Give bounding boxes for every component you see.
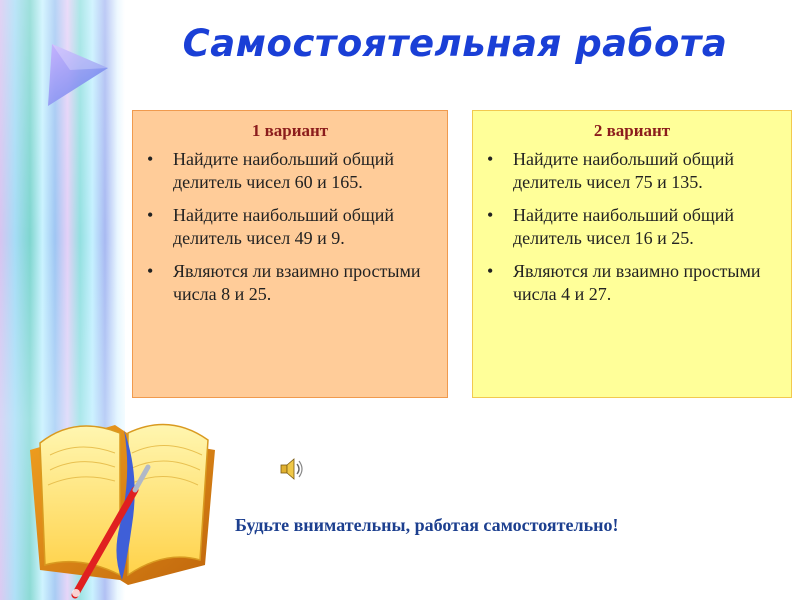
variant-2-heading: 2 вариант [593,121,671,140]
variant-1-heading: 1 вариант [251,121,329,140]
variant-1-task-list [147,148,433,306]
variant-2-task-list [487,148,777,306]
task-item: • Найдите наибольший общий делитель чисел 49 и 9. [147,204,433,250]
variant-2-card [472,110,792,398]
book-icon [20,395,225,600]
page-title: Самостоятельная работа [182,22,728,65]
footer-note: Будьте внимательны, работая самостоятельно! [235,515,619,535]
task-item: • Являются ли взаимно простыми числа 4 и 27. [487,260,777,306]
task-item: • Являются ли взаимно простыми числа 8 и 25. [147,260,433,306]
speaker-icon[interactable] [279,456,303,482]
task-item: • Найдите наибольший общий делитель чисел 16 и 25. [487,204,777,250]
triangle-icon [40,40,112,112]
variant-1-card [132,110,448,398]
task-item: • Найдите наибольший общий делитель чисел 60 и 165. [147,148,433,194]
task-item: • Найдите наибольший общий делитель чисел 75 и 135. [487,148,777,194]
